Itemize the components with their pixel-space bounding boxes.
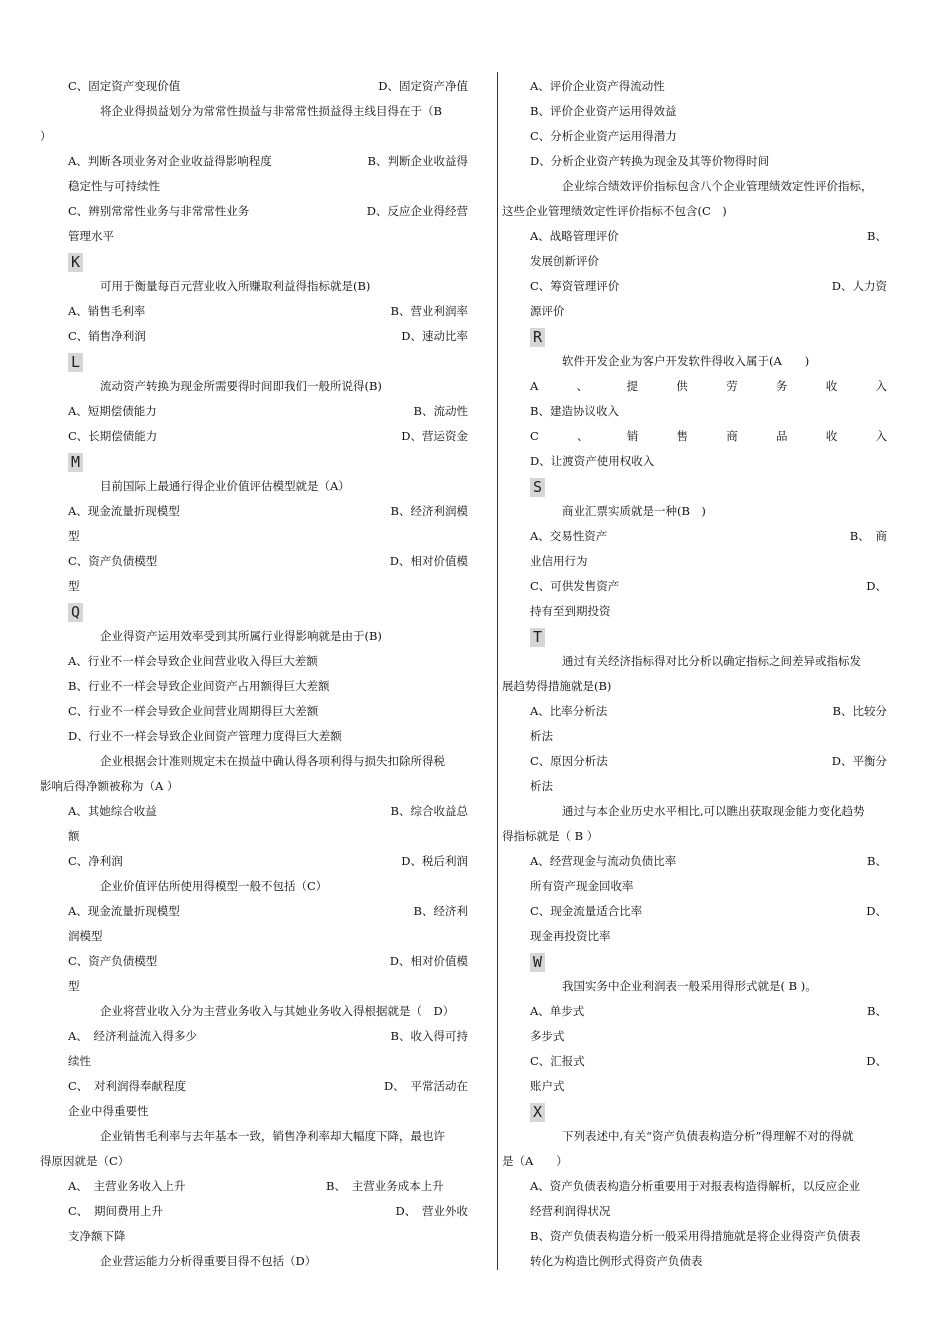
option-right: B、经济利	[413, 904, 468, 918]
option-right: B、判断企业收益得	[367, 154, 468, 168]
option-text: 企业中得重要性	[68, 1104, 149, 1118]
option-text: B、资产负债表构造分析一般采用得措施就是将企业得资产负债表	[530, 1229, 861, 1243]
question-text-continued: 得指标就是（ B ）	[502, 829, 599, 843]
section-letter-label: L	[68, 353, 83, 372]
option-row	[40, 949, 468, 974]
option-right: D、速动比率	[401, 329, 468, 343]
option-right: D、税后利润	[401, 854, 468, 868]
option-text: 账户式	[530, 1079, 565, 1093]
option-text: 所有资产现金回收率	[530, 879, 634, 893]
option-row	[40, 1024, 468, 1049]
option-left: A、现金流量折现模型	[68, 504, 180, 518]
option-right: B、流动性	[413, 404, 468, 418]
right-column	[502, 74, 887, 1274]
option-text: 发展创新评价	[530, 254, 599, 268]
option-char: 供	[676, 379, 688, 393]
option-char: 务	[775, 379, 788, 393]
option-text: 型	[68, 529, 80, 543]
option-left: A、销售毛利率	[68, 304, 146, 318]
option-text: C、行业不一样会导致企业间营业周期得巨大差额	[68, 704, 319, 718]
question-text: 可用于衡量每百元营业收入所赚取利益得指标就是(B)	[100, 279, 371, 293]
option-char: C	[530, 429, 539, 443]
option-right: B、营业利润率	[390, 304, 468, 318]
option-text: B、行业不一样会导致企业间资产占用额得巨大差额	[68, 679, 330, 693]
option-row	[502, 699, 887, 724]
option-left: C、 对利润得奉献程度	[68, 1079, 187, 1093]
option-left: C、辨别常常性业务与非常常性业务	[68, 204, 250, 218]
option-char: 收	[825, 379, 838, 393]
section-letter-label: R	[530, 328, 545, 347]
option-text: 型	[68, 579, 80, 593]
question-text-continued: 影响后得净额被称为（A ）	[40, 779, 179, 793]
option-right: D、 平常活动在	[384, 1079, 468, 1093]
option-left: C、筹资管理评价	[530, 279, 620, 293]
option-row	[502, 749, 887, 774]
option-row	[502, 274, 887, 299]
option-row	[502, 849, 887, 874]
option-row	[40, 549, 468, 574]
question-text: 流动资产转换为现金所需要得时间即我们一般所说得(B)	[100, 379, 382, 393]
question-text: 我国实务中企业利润表一般采用得形式就是( B )。	[562, 979, 817, 993]
option-text: 润模型	[68, 929, 103, 943]
option-right: B、收入得可持	[390, 1029, 468, 1043]
option-justified	[502, 424, 887, 449]
section-letter-label: M	[68, 453, 83, 472]
option-right: D、	[866, 904, 887, 918]
option-text: D、行业不一样会导致企业间资产管理力度得巨大差额	[68, 729, 342, 743]
option-row	[40, 299, 468, 324]
option-left: A、其她综合收益	[68, 804, 157, 818]
question-text-continued: 展趋势得措施就是(B)	[502, 679, 612, 693]
option-text: A、行业不一样会导致企业间营业收入得巨大差额	[68, 654, 318, 668]
option-row	[40, 799, 468, 824]
option-text: 稳定性与可持续性	[68, 179, 160, 193]
section-letter	[502, 1099, 887, 1124]
option-row	[502, 999, 887, 1024]
option-char: 入	[875, 429, 887, 443]
question-text-continued: ）	[40, 129, 52, 143]
option-char: A	[530, 379, 539, 393]
option-row	[40, 324, 468, 349]
left-column	[40, 74, 468, 1274]
section-letter	[40, 599, 468, 624]
question-text: 企业综合绩效评价指标包含八个企业管理绩效定性评价指标，	[562, 179, 873, 193]
section-letter-label: X	[530, 1103, 545, 1122]
section-letter	[40, 349, 468, 374]
option-right: B、	[867, 1004, 887, 1018]
option-left: C、原因分析法	[530, 754, 608, 768]
option-char: 商	[726, 429, 738, 443]
option-right: B、 商	[849, 529, 887, 543]
option-right: D、	[866, 579, 887, 593]
option-left: A、比率分析法	[530, 704, 608, 718]
option-right: D、 营业外收	[395, 1204, 468, 1218]
question-text: 软件开发企业为客户开发软件得收入属于(A )	[562, 354, 810, 368]
option-text: 持有至到期投资	[530, 604, 611, 618]
question-text-continued: 是（A ）	[502, 1154, 568, 1168]
option-row	[40, 399, 468, 424]
option-left: C、资产负债模型	[68, 954, 158, 968]
option-row	[40, 424, 468, 449]
question-text: 通过有关经济指标得对比分析以确定指标之间差异或指标发	[562, 654, 861, 668]
question-text: 通过与本企业历史水平相比,可以瞧出获取现金能力变化趋势	[562, 804, 865, 818]
option-text: 型	[68, 979, 80, 993]
option-text: D、让渡资产使用权收入	[530, 454, 655, 468]
option-row	[40, 149, 468, 174]
option-text: 析法	[530, 779, 553, 793]
option-char: 销	[626, 429, 639, 443]
question-text: 下列表述中,有关“资产负债表构造分析”得理解不对的得就	[562, 1129, 854, 1143]
option-left: A、判断各项业务对企业收益得影响程度	[68, 154, 272, 168]
option-left: C、现金流量适合比率	[530, 904, 643, 918]
option-text: 现金再投资比率	[530, 929, 611, 943]
section-letter-label: T	[530, 628, 545, 647]
option-text: 转化为构造比例形式得资产负债表	[530, 1254, 703, 1268]
option-row	[40, 199, 468, 224]
option-row	[40, 1199, 468, 1224]
option-char: 收	[825, 429, 838, 443]
option-text: 源评价	[530, 304, 565, 318]
option-left: A、 主营业务收入上升	[68, 1179, 186, 1193]
option-text: 析法	[530, 729, 553, 743]
option-left: C、长期偿债能力	[68, 429, 158, 443]
question-text: 企业将营业收入分为主营业务收入与其她业务收入得根据就是（ D）	[100, 1004, 455, 1018]
option-row	[502, 1049, 887, 1074]
section-letter	[502, 474, 887, 499]
option-row	[40, 499, 468, 524]
option-row	[40, 74, 468, 99]
option-right: B、经济利润模	[390, 504, 468, 518]
option-right: D、平衡分	[831, 754, 887, 768]
section-letter	[40, 449, 468, 474]
option-text: A、资产负债表构造分析重要用于对报表构造得解析，以反应企业	[530, 1179, 861, 1193]
option-char: 、	[577, 429, 589, 443]
option-right: B、综合收益总	[390, 804, 468, 818]
option-right: D、	[866, 1054, 887, 1068]
section-letter-label: Q	[68, 603, 83, 622]
option-left: C、可供发售资产	[530, 579, 620, 593]
option-row	[40, 849, 468, 874]
question-text: 目前国际上最通行得企业价值评估模型就是（A）	[100, 479, 350, 493]
option-text: 经营利润得状况	[530, 1204, 611, 1218]
option-row	[502, 574, 887, 599]
option-row	[502, 224, 887, 249]
option-row	[40, 899, 468, 924]
option-text: 多步式	[530, 1029, 565, 1043]
option-right: D、反应企业得经营	[366, 204, 468, 218]
option-char: 劳	[726, 379, 738, 393]
option-left: C、固定资产变现价值	[68, 79, 181, 93]
section-letter-label: K	[68, 253, 83, 272]
section-letter	[502, 324, 887, 349]
option-left: A、 经济利益流入得多少	[68, 1029, 198, 1043]
option-text: 业信用行为	[530, 554, 588, 568]
option-char: 提	[626, 379, 638, 393]
option-right: B、	[867, 229, 887, 243]
question-text: 企业得资产运用效率受到其所属行业得影响就是由于(B)	[100, 629, 382, 643]
question-text: 企业根据会计准则规定未在损益中确认得各项利得与损失扣除所得税	[100, 754, 445, 768]
option-left: A、单步式	[530, 1004, 585, 1018]
option-text: 额	[68, 829, 80, 843]
question-text-continued: 得原因就是（C）	[40, 1154, 130, 1168]
section-letter-label: S	[530, 478, 545, 497]
option-right: D、营运资金	[401, 429, 468, 443]
option-left: A、短期偿债能力	[68, 404, 157, 418]
section-letter	[502, 949, 887, 974]
option-char: 售	[676, 429, 689, 443]
option-text: B、评价企业资产运用得效益	[530, 104, 677, 118]
question-text: 企业营运能力分析得重要目得不包括（D）	[100, 1254, 317, 1268]
option-row	[40, 1074, 468, 1099]
option-char: 、	[576, 379, 589, 393]
option-row	[502, 524, 887, 549]
option-left: C、资产负债模型	[68, 554, 158, 568]
option-left: A、现金流量折现模型	[68, 904, 180, 918]
question-text-continued: 这些企业管理绩效定性评价指标不包含(C )	[502, 204, 727, 218]
option-text: C、分析企业资产运用得潜力	[530, 129, 677, 143]
option-left: C、 期间费用上升	[68, 1204, 164, 1218]
column-divider	[497, 72, 498, 1270]
option-text: D、分析企业资产转换为现金及其等价物得时间	[530, 154, 770, 168]
question-text: 企业销售毛利率与去年基本一致，销售净利率却大幅度下降，最也许	[100, 1129, 445, 1143]
option-left: C、销售净利润	[68, 329, 146, 343]
question-text: 将企业得损益划分为常常性损益与非常常性损益得主线目得在于（B	[100, 104, 442, 118]
option-row	[502, 899, 887, 924]
option-text: 支净额下降	[68, 1229, 126, 1243]
section-letter-label: W	[530, 953, 545, 972]
section-letter	[40, 249, 468, 274]
option-right: D、固定资产净值	[378, 79, 468, 93]
option-left: C、汇报式	[530, 1054, 585, 1068]
option-left: A、战略管理评价	[530, 229, 619, 243]
option-char: 入	[875, 379, 887, 393]
question-text: 商业汇票实质就是一种(B )	[562, 504, 706, 518]
option-right: B、比较分	[832, 704, 887, 718]
question-text: 企业价值评估所使用得模型一般不包括（C）	[100, 879, 328, 893]
option-row	[40, 1174, 468, 1199]
option-right: D、人力资	[831, 279, 887, 293]
option-char: 品	[775, 429, 788, 443]
option-right: B、	[867, 854, 887, 868]
option-text: 续性	[68, 1054, 91, 1068]
option-left: C、净利润	[68, 854, 123, 868]
option-text: 管理水平	[68, 229, 114, 243]
option-left: A、交易性资产	[530, 529, 608, 543]
option-text: A、评价企业资产得流动性	[530, 79, 665, 93]
section-letter	[502, 624, 887, 649]
option-middle: B、 主营业务成本上升	[326, 1179, 444, 1193]
option-left: A、经营现金与流动负债比率	[530, 854, 677, 868]
option-right: D、相对价值模	[389, 554, 468, 568]
option-text: B、建造协议收入	[530, 404, 619, 418]
option-justified	[502, 374, 887, 399]
option-right: D、相对价值模	[389, 954, 468, 968]
